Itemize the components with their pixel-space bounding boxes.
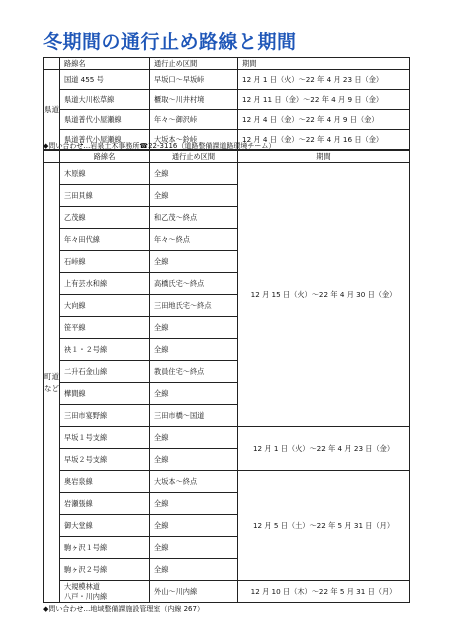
route-name: 二升石金山線 xyxy=(60,361,150,383)
closed-section: 年々～御沢峠 xyxy=(150,110,238,130)
closed-section: 櫃取～川井村境 xyxy=(150,90,238,110)
route-name: 駒ヶ沢１号線 xyxy=(60,537,150,559)
town-road-table xyxy=(43,150,410,603)
route-name: 笹平線 xyxy=(60,317,150,339)
route-name: 国道 455 号 xyxy=(60,70,150,90)
closed-section: 全線 xyxy=(150,251,238,273)
pref-header-section: 通行止め区間 xyxy=(150,58,238,70)
table-row xyxy=(44,163,410,185)
town-contact-note: ◆問い合わせ…地域整備課施設管理室（内線 267） xyxy=(43,605,204,613)
closure-period: 12 月 1 日（火）～22 年 4 月 23 日（金） xyxy=(238,70,410,90)
route-name: 袂１・２号線 xyxy=(60,339,150,361)
route-name: 樺間線 xyxy=(60,383,150,405)
pref-road-table xyxy=(43,57,410,150)
route-name: 三田貝線 xyxy=(60,185,150,207)
closed-section: 全線 xyxy=(150,383,238,405)
closed-section: 高橋氏宅～終点 xyxy=(150,273,238,295)
table-row xyxy=(44,427,410,449)
closed-section: 全線 xyxy=(150,163,238,185)
town-header-route: 路線名 xyxy=(60,151,150,163)
closed-section: 大坂本～鈴峠 xyxy=(150,130,238,150)
route-name: 県道普代小屋瀬線 xyxy=(60,130,150,150)
route-name: 大向線 xyxy=(60,295,150,317)
route-name: 岩瀬張線 xyxy=(60,493,150,515)
route-name: 年々田代線 xyxy=(60,229,150,251)
route-name: 県道普代小屋瀬線 xyxy=(60,110,150,130)
table-row xyxy=(44,581,410,603)
closed-section: 全線 xyxy=(150,317,238,339)
closed-section: 三田地氏宅～終点 xyxy=(150,295,238,317)
route-name: 石峠線 xyxy=(60,251,150,273)
town-header-period: 期間 xyxy=(238,151,410,163)
pref-header-route: 路線名 xyxy=(60,58,150,70)
closed-section: 全線 xyxy=(150,559,238,581)
route-name: 早坂１号支線 xyxy=(60,427,150,449)
route-name: 三田市宴野線 xyxy=(60,405,150,427)
route-name: 上有芸水和線 xyxy=(60,273,150,295)
closed-section: 大坂本～終点 xyxy=(150,471,238,493)
route-name: 木原線 xyxy=(60,163,150,185)
closed-section: 全線 xyxy=(150,427,238,449)
closed-section: 全線 xyxy=(150,515,238,537)
page-title: 冬期間の通行止め路線と期間 xyxy=(43,31,297,53)
table-row xyxy=(44,90,410,110)
pref-table-header xyxy=(44,58,410,70)
closed-section: 全線 xyxy=(150,493,238,515)
closed-section: 年々～終点 xyxy=(150,229,238,251)
closure-period: 12 月 4 日（金）～22 年 4 月 9 日（金） xyxy=(238,110,410,130)
route-name: 早坂２号支線 xyxy=(60,449,150,471)
closed-section: 教員住宅～終点 xyxy=(150,361,238,383)
pref-header-period: 期間 xyxy=(238,58,410,70)
closed-section: 外山～川内線 xyxy=(150,581,238,603)
town-header-blank xyxy=(44,151,60,163)
route-name: 県道大川松草線 xyxy=(60,90,150,110)
route-name: 奥岩泉線 xyxy=(60,471,150,493)
closure-period: 12 月 10 日（木）～22 年 5 月 31 日（月） xyxy=(238,581,410,603)
pref-contact-note: ◆問い合わせ…岩泉土木事務所☎22-3116（道路整備課道路環境チーム） xyxy=(43,142,276,150)
closed-section: 全線 xyxy=(150,537,238,559)
closed-section: 早坂口～早坂峠 xyxy=(150,70,238,90)
route-name: 大規模林道 八戸・川内線 xyxy=(60,581,150,603)
table-row xyxy=(44,471,410,493)
table-row xyxy=(44,110,410,130)
pref-header-blank xyxy=(44,58,60,70)
closed-section: 三田市橋～国道 xyxy=(150,405,238,427)
closure-period: 12 月 1 日（火）～22 年 4 月 23 日（金） xyxy=(238,427,410,471)
pref-group-label: 県道 xyxy=(44,70,60,150)
closed-section: 全線 xyxy=(150,449,238,471)
closed-section: 和乙茂～終点 xyxy=(150,207,238,229)
closure-period: 12 月 11 日（金）～22 年 4 月 9 日（金） xyxy=(238,90,410,110)
town-header-section: 通行止め区間 xyxy=(150,151,238,163)
closed-section: 全線 xyxy=(150,185,238,207)
route-name: 駒ヶ沢２号線 xyxy=(60,559,150,581)
closure-period: 12 月 5 日（土）～22 年 5 月 31 日（月） xyxy=(238,471,410,581)
route-name: 乙茂線 xyxy=(60,207,150,229)
table-row xyxy=(44,70,410,90)
town-group-label: 町道など xyxy=(44,163,60,603)
route-name: 御大堂線 xyxy=(60,515,150,537)
closure-period: 12 月 15 日（火）～22 年 4 月 30 日（金） xyxy=(238,163,410,427)
closed-section: 全線 xyxy=(150,339,238,361)
closure-period: 12 月 4 日（金）～22 年 4 月 16 日（金） xyxy=(238,130,410,150)
town-table-header xyxy=(44,151,410,163)
